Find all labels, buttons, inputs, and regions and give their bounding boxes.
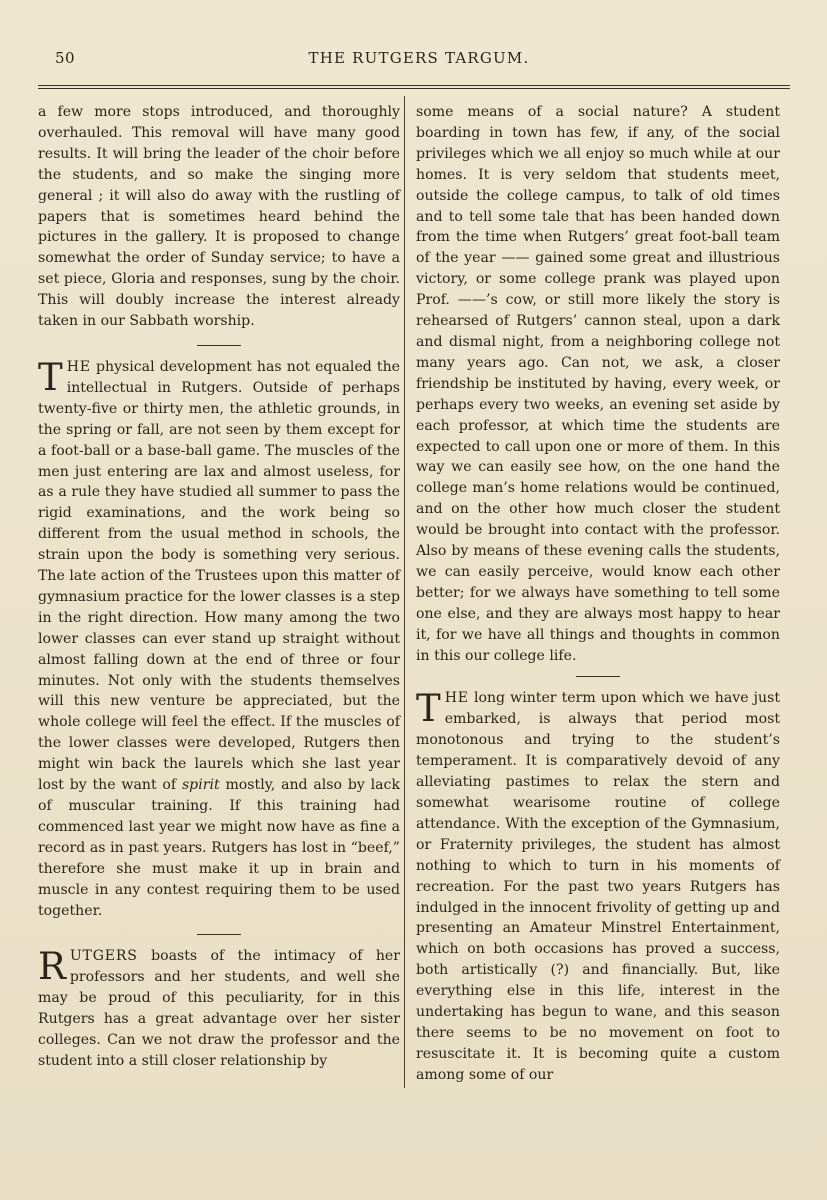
paragraph-text: boasts of the intimacy of her professors and her students, and well she may be proud of this peculiarity, for in this Rutgers has a great advantage over her sister colleges. Can we not draw the professor and the student into a still closer relationship by — [38, 948, 400, 1069]
paragraph-text: long winter term upon which we have just embarked, is always that period most monotonous and trying to the student’s temperament. It is comparatively devoid of any alleviating pastimes to relax the stern and somewhat wearisome routine of college attendance. With the exception of the Gymnasium, or Fraternity privileges, the student has almost nothing to which to turn in his moments of recreation. For the past two years Rutgers has indulged in the innocent frivolity of getting up and presenting an Amateur Minstrel Entertainment, which on both occasions has proved a success, both artistically (?) and financially. But, like everything else in this life, interest in the undertaking has begun to wane, and this season there seems to be no movement on foot to resuscitate it. It is becoming quite a custom among some of our — [416, 690, 780, 1083]
opening-caps: HE — [444, 690, 469, 707]
section-divider — [576, 676, 620, 677]
opening-caps: HE — [66, 358, 91, 375]
column-divider — [404, 96, 405, 1088]
paragraph-winter-term — [416, 688, 780, 1085]
paragraph-choir: a few more stops introduced, and thoroughly overhauled. This removal will have many good results. It will bring the leader of the choir before the students, and so make the singing more general ; it will also do away with the rustling of papers that is sometimes heard behind the pictures in the gallery. It is proposed to change somewhat the order of Sunday service; to have a set piece, Gloria and responses, sung by the choir. This will doubly increase the interest already taken in our Sabbath worship. — [38, 104, 400, 330]
drop-cap: R — [38, 945, 66, 989]
drop-cap: T — [416, 687, 441, 731]
section-divider — [197, 934, 241, 935]
paragraph-professors — [38, 946, 400, 1071]
page-number: 50 — [55, 49, 76, 67]
running-title: THE RUTGERS TARGUM. — [308, 49, 530, 67]
drop-cap: T — [38, 355, 63, 399]
page-header — [38, 46, 790, 74]
paragraph-text: physical development has not equaled the intellectual in Rutgers. Outside of perhaps twenty-five or thirty men, the athletic grounds, in the spring or fall, are not seen by them except for a foot-ball or a base-ball game. The muscles of the men just entering are lax and almost useless, for as a rule they have studied all summer to pass the rigid examinations, and the work being so different from the usual method in schools, the strain upon the body is something very serious. The late action of the Trustees upon this matter of gymnasium practice for the lower classes is a step in the right direction. How many among the two lower classes can ever stand up straight without almost falling down at the end of three or four minutes. Not only with the students themselves will this new venture be appreciated, but the whole college will feel the effect. If the muscles of the lower classes were developed, Rutgers then might win back the laurels which she last year lost by the want of — [38, 358, 400, 794]
right-column — [416, 102, 780, 1086]
section-divider — [197, 345, 241, 346]
italic-word: spirit — [181, 777, 220, 794]
left-column — [38, 102, 400, 1072]
header-rule — [38, 85, 790, 89]
paragraph-physical-development — [38, 357, 400, 921]
paragraph-social-nature: some means of a social nature? A student boarding in town has few, if any, of the social privileges which we all enjoy so much while at our homes. It is very seldom that students meet, outside the college campus, to talk of old times and to tell some tale that has been handed down from the time when Rutgers’ great foot-ball team of the year —— gained some great and illustrious victory, or some college prank was played upon Prof. ——’s cow, or still more likely the story is rehearsed of Rutgers’ cannon steal, upon a dark and dismal night, from a neighboring college not many years ago. Can not, we ask, a closer friendship be instituted by having, every week, or perhaps every two weeks, an evening set aside by each professor, at which time the students are expected to call upon one or more of them. In this way we can easily see how, on the one hand the college man’s home relations would be continued, and on the other how much closer the student would be brought into contact with the professor. Also by means of these evening calls the students, we can easily perceive, would know each other better; for we always have something to tell some one else, and they are always most happy to hear it, for we have all things and thoughts in common in this our college life. — [416, 104, 780, 664]
opening-caps: UTGERS — [69, 948, 138, 965]
paragraph-text: mostly, and also by lack of muscular training. If this training had commenced last year we might now have as fine a record as in past years. Rutgers has lost in “beef,” therefore she must make it up in brain and muscle in any contest requiring them to be used together. — [38, 777, 400, 919]
